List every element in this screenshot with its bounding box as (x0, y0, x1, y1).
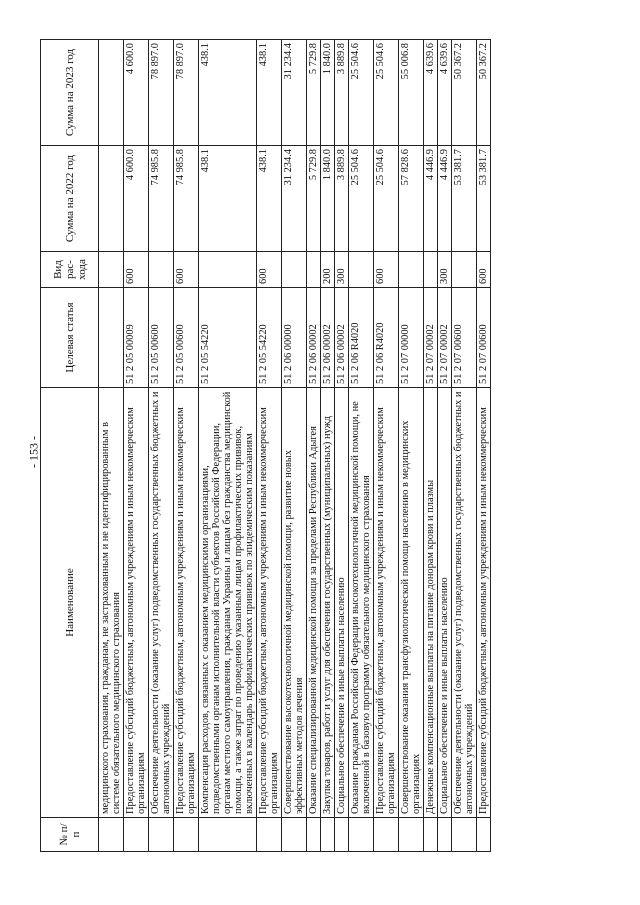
row-sum-2022-cell: 5 729.8 (307, 146, 321, 252)
row-sum-2022-cell: 74 985.8 (174, 146, 199, 252)
row-sum-2023-cell: 438.1 (257, 40, 282, 146)
table-body (99, 40, 491, 852)
row-vid-cell: 600 (124, 252, 149, 288)
row-name-cell: Предоставление субсидий бюджетным, автономным учреждениям и иным некоммерческим организациям (124, 388, 149, 818)
row-code-cell: 51 2 07 00002 (424, 288, 438, 388)
row-name-cell: Денежные компенсационные выплаты на питание донорам крови и плазмы (424, 388, 438, 818)
row-code-cell: 51 2 05 00600 (149, 288, 174, 388)
row-code-cell: 51 2 06 R4020 (349, 288, 374, 388)
row-code-cell: 51 2 05 54220 (199, 288, 257, 388)
row-vid-cell (349, 252, 374, 288)
table-row (99, 40, 124, 852)
table-row (335, 40, 349, 852)
row-name-cell: Закупка товаров, работ и услуг для обеспечения государственных (муниципальных) нужд (321, 388, 335, 818)
row-sum-2023-cell: 31 234.4 (282, 40, 307, 146)
row-vid-cell (307, 252, 321, 288)
header-vid: Вид рас-хода (41, 252, 99, 288)
row-sum-2023-cell: 78 897.0 (174, 40, 199, 146)
row-sum-2022-cell: 25 504.6 (349, 146, 374, 252)
row-sum-2023-cell: 5 729.8 (307, 40, 321, 146)
table-row (307, 40, 321, 852)
row-num-cell (335, 818, 349, 852)
row-sum-2022-cell: 438.1 (199, 146, 257, 252)
row-num-cell (424, 818, 438, 852)
header-code: Целевая статья (41, 288, 99, 388)
header-name: Наименование (41, 388, 99, 818)
row-code-cell: 51 2 06 00002 (321, 288, 335, 388)
row-vid-cell: 600 (374, 252, 399, 288)
row-num-cell (149, 818, 174, 852)
row-vid-cell: 600 (477, 252, 491, 288)
row-num-cell (199, 818, 257, 852)
table-row (174, 40, 199, 852)
row-code-cell: 51 2 05 54220 (257, 288, 282, 388)
row-sum-2022-cell: 1 840.0 (321, 146, 335, 252)
row-sum-2022-cell: 74 985.8 (149, 146, 174, 252)
row-name-cell: Предоставление субсидий бюджетным, автономным учреждениям и иным некоммерческим организациям (257, 388, 282, 818)
row-sum-2023-cell: 25 504.6 (349, 40, 374, 146)
row-num-cell (399, 818, 424, 852)
row-sum-2023-cell: 4 639.6 (424, 40, 438, 146)
row-sum-2022-cell (99, 146, 124, 252)
row-name-cell: Социальное обеспечение и иные выплаты населению (335, 388, 349, 818)
row-name-cell: Оказание гражданам Российской Федерации высокотехнологичной медицинской помощи, не включенной в базовую программу обязательного медицинского страхования (349, 388, 374, 818)
row-sum-2023-cell: 78 897.0 (149, 40, 174, 146)
row-num-cell (99, 818, 124, 852)
row-vid-cell (199, 252, 257, 288)
row-name-cell: Обеспечение деятельности (оказание услуг) подведомственных государственных бюджетных и автономных учреждений (452, 388, 477, 818)
table-header-row (41, 40, 99, 852)
row-sum-2022-cell: 53 381.7 (452, 146, 477, 252)
table-row (374, 40, 399, 852)
row-code-cell: 51 2 06 00002 (335, 288, 349, 388)
row-num-cell (321, 818, 335, 852)
row-name-cell: медицинского страхования, гражданам, не застрахованным и не идентифицированным в системе обязательного медицинского страхования (99, 388, 124, 818)
row-vid-cell (452, 252, 477, 288)
table-row (424, 40, 438, 852)
budget-table (40, 39, 491, 852)
row-vid-cell (99, 252, 124, 288)
row-sum-2023-cell: 4 600.0 (124, 40, 149, 146)
row-sum-2022-cell: 57 828.6 (399, 146, 424, 252)
row-vid-cell (399, 252, 424, 288)
row-code-cell: 51 2 06 R4020 (374, 288, 399, 388)
row-sum-2023-cell: 50 367.2 (477, 40, 491, 146)
row-vid-cell: 600 (257, 252, 282, 288)
row-sum-2022-cell: 53 381.7 (477, 146, 491, 252)
row-sum-2023-cell: 4 639.6 (438, 40, 452, 146)
row-code-cell: 51 2 07 00600 (452, 288, 477, 388)
row-name-cell: Предоставление субсидий бюджетным, автономным учреждениям и иным некоммерческим (477, 388, 491, 818)
row-name-cell: Предоставление субсидий бюджетным, автономным учреждениям и иным некоммерческим организациям (174, 388, 199, 818)
row-sum-2023-cell: 50 367.2 (452, 40, 477, 146)
row-sum-2022-cell: 3 889.8 (335, 146, 349, 252)
row-vid-cell (282, 252, 307, 288)
table-row (282, 40, 307, 852)
row-name-cell: Совершенствование высокотехнологичной медицинской помощи, развитие новых эффективных методов лечения (282, 388, 307, 818)
table-row (399, 40, 424, 852)
row-name-cell: Совершенствование оказания трансфузиологической помощи населению в медицинских организациях (399, 388, 424, 818)
row-sum-2023-cell: 1 840.0 (321, 40, 335, 146)
row-code-cell: 51 2 05 00009 (124, 288, 149, 388)
table-row (477, 40, 491, 852)
row-sum-2022-cell: 438.1 (257, 146, 282, 252)
header-sum-2022: Сумма на 2022 год (41, 146, 99, 252)
row-sum-2022-cell: 31 234.4 (282, 146, 307, 252)
header-num: № п/п (41, 818, 99, 852)
page-number-text: - 153 - (26, 436, 41, 468)
table-row (199, 40, 257, 852)
row-sum-2022-cell: 25 504.6 (374, 146, 399, 252)
row-code-cell: 51 2 07 00000 (399, 288, 424, 388)
row-num-cell (174, 818, 199, 852)
table-row (438, 40, 452, 852)
row-sum-2023-cell: 438.1 (199, 40, 257, 146)
row-num-cell (452, 818, 477, 852)
row-sum-2023-cell: 55 006.8 (399, 40, 424, 146)
row-num-cell (257, 818, 282, 852)
row-num-cell (124, 818, 149, 852)
row-num-cell (349, 818, 374, 852)
row-code-cell: 51 2 07 00002 (438, 288, 452, 388)
row-num-cell (374, 818, 399, 852)
row-vid-cell (149, 252, 174, 288)
row-sum-2022-cell: 4 446.9 (424, 146, 438, 252)
row-num-cell (477, 818, 491, 852)
row-vid-cell: 300 (335, 252, 349, 288)
header-sum-2023: Сумма на 2023 год (41, 40, 99, 146)
table-row (257, 40, 282, 852)
table-row (149, 40, 174, 852)
row-name-cell: Оказание специализированной медицинской помощи за пределами Республики Адыгея (307, 388, 321, 818)
row-vid-cell: 300 (438, 252, 452, 288)
row-num-cell (282, 818, 307, 852)
row-sum-2022-cell: 4 446.9 (438, 146, 452, 252)
row-code-cell: 51 2 05 00600 (174, 288, 199, 388)
row-num-cell (438, 818, 452, 852)
table-row (124, 40, 149, 852)
row-code-cell: 51 2 06 00000 (282, 288, 307, 388)
row-vid-cell: 200 (321, 252, 335, 288)
row-sum-2023-cell (99, 40, 124, 146)
row-code-cell: 51 2 06 00002 (307, 288, 321, 388)
row-vid-cell (424, 252, 438, 288)
row-sum-2023-cell: 25 504.6 (374, 40, 399, 146)
row-name-cell: Обеспечение деятельности (оказание услуг) подведомственных государственных бюджетных и автономных учреждений (149, 388, 174, 818)
row-sum-2023-cell: 3 889.8 (335, 40, 349, 146)
row-name-cell: Социальное обеспечение и иные выплаты населению (438, 388, 452, 818)
table-row (321, 40, 335, 852)
row-code-cell (99, 288, 124, 388)
row-name-cell: Компенсация расходов, связанных с оказанием медицинскими организациями, подведомственными органам исполнительной власти субъектов Российской Федерации, органам местного самоуправления, гражданам Украины и лицам без гражданства медицинской помощи, а также затрат по проведению указанным лицам профилактических прививок, включенных в календарь профилактических прививок по эпидемическим показаниям (199, 388, 257, 818)
row-sum-2022-cell: 4 600.0 (124, 146, 149, 252)
row-code-cell: 51 2 07 00600 (477, 288, 491, 388)
table-row (349, 40, 374, 852)
row-num-cell (307, 818, 321, 852)
row-name-cell: Предоставление субсидий бюджетным, автономным учреждениям и иным некоммерческим организациям (374, 388, 399, 818)
row-vid-cell: 600 (174, 252, 199, 288)
table-row (452, 40, 477, 852)
rotated-budget-table-container (40, 40, 573, 852)
